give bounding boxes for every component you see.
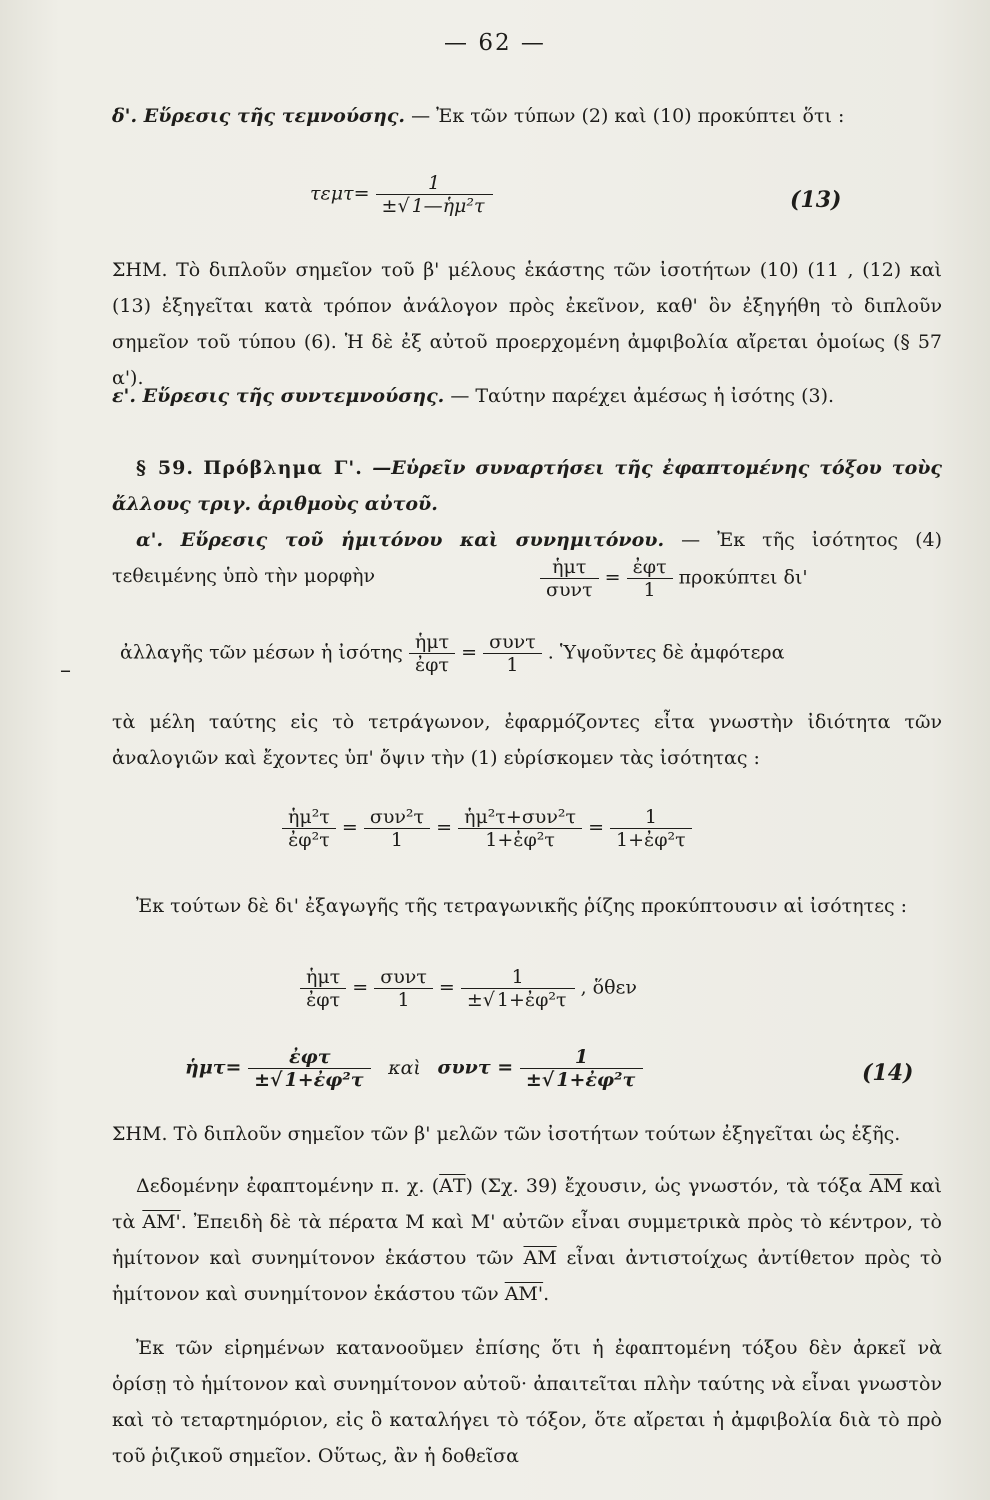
fraction: $\frac{1}{\text{±√ 1—ἡμ²τ}}$ <box>376 172 493 217</box>
paragraph-conclusion: Ἐκ τῶν εἰρημένων κατανοοῦμεν ἐπίσης ὅτι ἡ ἐφαπτομένη τόξου δὲν ἀρκεῖ νὰ ὁρίσῃ τὸ ἡμίτονον καὶ συνημίτονον αὐτοῦ· ἀπαιτεῖται πλὴν ταύτης νὰ εἶναι γνωστὸν καὶ τὸ τεταρτημόριον, εἰς ὃ καταλήγει τὸ τόξον, ὅτε αἴρεται ἡ ἀμφιβολία διὰ τὸ πρὸ τοῦ ῥιζικοῦ σημεῖον. Οὕτως, ἂν ἡ δοθεῖσα <box>112 1337 942 1467</box>
section-number: § 59. <box>136 457 194 479</box>
page-number: — 62 — <box>444 30 546 56</box>
equation-roots: ἡμτ ἐφτ = συντ 1 = $\frac{1}{\text{±√ 1+ἐφ²τ}}$ , ὅθεν <box>300 966 637 1011</box>
section-heading <box>112 450 942 522</box>
paragraph-sine-cosine <box>112 522 942 594</box>
inline-proportion-1: ἡμτ συντ = ἐφτ 1 προκύπτει δι' <box>540 556 808 601</box>
paragraph-arcs: Δεδομένην ἐφαπτομένην π. χ. $(\overline{AT})$ (Σχ. 39) ἔχουσιν, ὡς γνωστόν, τὰ τόξα $\overline{AM}$ καὶ τὰ ΑΜ'. Ἐπειδὴ δὲ τὰ πέρατα Μ καὶ Μ' αὐτῶν εἶναι συμμετρικὰ πρὸς τὸ κέντρον, τὸ ἡμίτονον καὶ συνημίτονον ἑκάστου τῶν $\overline{AM}$ εἶναι ἀντιστοίχως ἀντίθετον πρὸς τὸ ἡμίτονον καὶ συνημίτονον ἑκάστου τῶν ΑΜ'. <box>112 1175 942 1305</box>
note-paragraph: ΣΗΜ. Τὸ διπλοῦν σημεῖον τοῦ β' μέλους ἑκάστης τῶν ἰσοτήτων (10) (11 , (12) καὶ (13) ἐξηγεῖται κατὰ τρόπον ἀνάλογον πρὸς ἐκεῖνον, καθ' ὃν ἐξηγήθη τὸ διπλοῦν σημεῖον τοῦ τύπου (6). Ἡ δὲ ἐξ αὐτοῦ προερχομένη ἀμφιβολία αἴρεται ὁμοίως (§ 57 α'). <box>112 259 942 389</box>
note-paragraph-2: ΣΗΜ. Τὸ διπλοῦν σημεῖον τῶν β' μελῶν τῶν ἰσοτήτων τούτων ἐξηγεῖται ὡς ἑξῆς. <box>112 1123 901 1145</box>
equation-number: (14) <box>862 1060 914 1086</box>
equation-squares: $\frac{\text{ἡμ²τ}}{\text{ἐφ²τ}}$ = συν²τ 1 = ἡμ²τ+συν²τ 1+ἐφ²τ = $\frac{1}{\text{1+ἐφ²τ}}$ <box>282 806 692 851</box>
section-text: —Εὑρεῖν συναρτήσει τῆς ἐφαπτομένης τόξου τοὺς ἄλλους τριγ. ἀριθμοὺς αὐτοῦ. <box>112 457 942 515</box>
paragraph-secant <box>112 98 942 134</box>
inline-proportion-2: ἀλλαγῆς τῶν μέσων ἡ ἰσότης ἡμτ ἐφτ = συντ 1 . Ὑψοῦντες δὲ ἀμφότερα <box>120 631 785 676</box>
subsection-label: ε'. Εὕρεσις τῆς συντεμνούσης. <box>112 385 445 407</box>
eq-lhs: τεμτ= <box>310 182 370 205</box>
equation-number: (13) <box>790 187 842 213</box>
paragraph-cosecant <box>112 378 942 414</box>
paragraph-squares: τὰ μέλη ταύτης εἰς τὸ τετράγωνον, ἐφαρμόζοντες εἶτα γνωστὴν ἰδιότητα τῶν ἀναλογιῶν καὶ ἔχοντες ὑπ' ὄψιν τὴν (1) εὑρίσκομεν τὰς ἰσότητας : <box>112 711 942 769</box>
subsection-label: α'. Εὕρεσις τοῦ ἡμιτόνου καὶ συνημιτόνου. <box>136 529 665 551</box>
equation-13 <box>310 172 493 217</box>
margin-mark: – <box>60 658 71 683</box>
section-title: Πρόβλημα Γ'. <box>203 457 363 479</box>
paragraph-text: — Ἐκ τῶν τύπων (2) καὶ (10) προκύπτει ὅτι : <box>411 105 845 127</box>
paragraph-text: — Ἐκ τῆς ἰσότητος (4) τεθειμένης ὑπὸ τὴν μορφὴν <box>112 529 942 587</box>
paragraph-text: — Ταύτην παρέχει ἀμέσως ἡ ἰσότης (3). <box>450 385 835 407</box>
subsection-label: δ'. Εὕρεσις τῆς τεμνούσης. <box>112 105 406 127</box>
equation-14: ἡμτ= ἐφτ ±√ 1+ἐφ²τ καὶ συντ = $\frac{1}{\text{±√ 1+ἐφ²τ}}$ <box>185 1046 643 1091</box>
paragraph-roots: Ἐκ τούτων δὲ δι' ἐξαγωγῆς τῆς τετραγωνικῆς ῥίζης προκύπτουσιν αἱ ἰσότητες : <box>136 895 908 917</box>
